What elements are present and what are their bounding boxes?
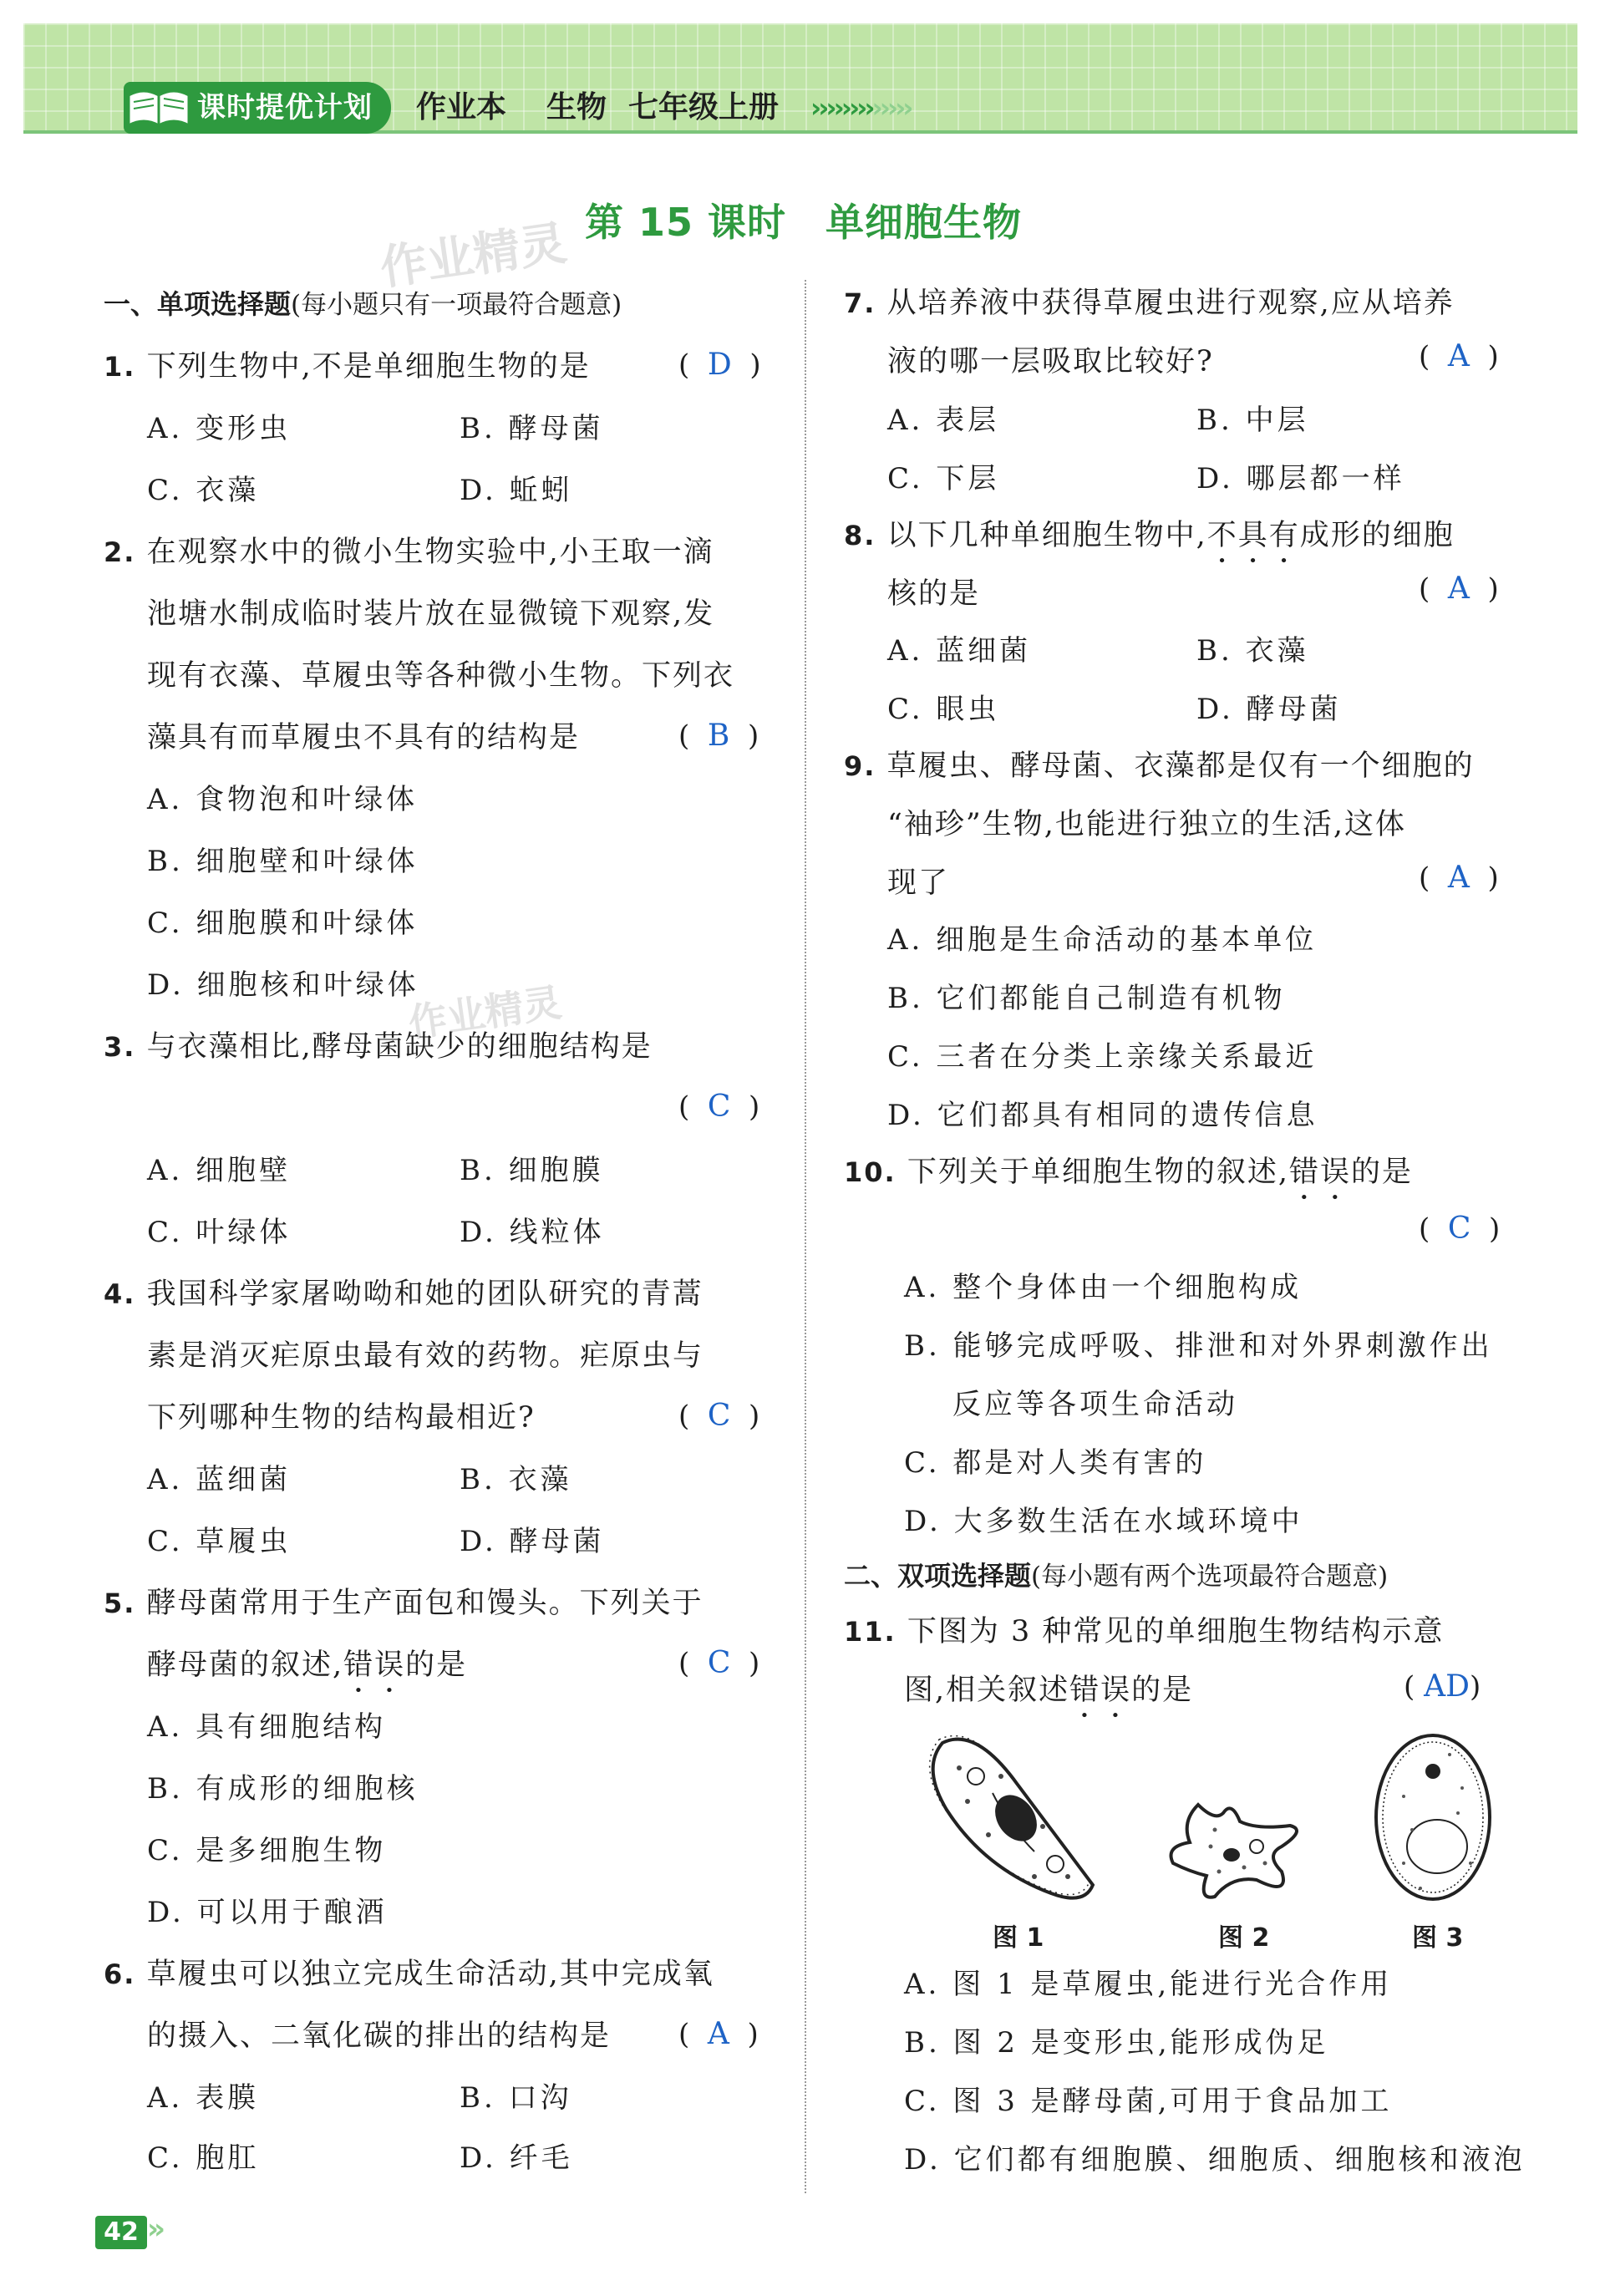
answer: C [707, 1646, 731, 1680]
option: A. 蓝细菌 [147, 1463, 292, 1496]
option: A. 具有细胞结构 [147, 1710, 387, 1744]
series-badge: 课时提优计划 [124, 82, 391, 134]
question-5-line: 酵母菌的叙述,错误的是 [147, 1648, 468, 1682]
option: A. 表层 [887, 404, 1000, 437]
option: B. 能够完成呼吸、排泄和对外界刺激作出 [904, 1329, 1493, 1363]
question-7-line: 液的哪一层吸取比较好? [887, 345, 1214, 378]
lesson-title: 第 15 课时 单细胞生物 [585, 200, 1023, 245]
option: B. 酵母菌 [460, 412, 604, 445]
answer: A [1447, 571, 1470, 606]
section-single-choice: 一、单项选择题(每小题只有一项最符合题意) [104, 288, 622, 320]
option: D. 酵母菌 [460, 1525, 605, 1558]
option: A. 蓝细菌 [887, 634, 1032, 668]
page-arrows: ›› [147, 2212, 161, 2246]
question-3: 3. 与衣藻相比,酵母菌缺少的细胞结构是 [104, 1030, 653, 1064]
watermark: 作业精灵 [405, 979, 565, 1046]
question-1: 1. 下列生物中,不是单细胞生物的是 [104, 350, 591, 384]
option: C. 都是对人类有害的 [904, 1446, 1207, 1480]
option: D. 可以用于酿酒 [147, 1896, 388, 1929]
option: C. 细胞膜和叶绿体 [147, 907, 419, 940]
option: A. 表膜 [147, 2081, 260, 2115]
answer-box-2: ( B ) [678, 719, 759, 753]
option: C. 眼虫 [887, 693, 1000, 726]
question-11-line: 图,相关叙述错误的是 [904, 1674, 1194, 1707]
figure-2-label: 图 2 [1218, 1923, 1270, 1953]
answer: C [707, 1399, 731, 1433]
question-9: 9. 草履虫、酵母菌、衣藻都是仅有一个细胞的 [844, 749, 1475, 783]
question-5: 5. 酵母菌常用于生产面包和馒头。下列关于 [104, 1587, 703, 1620]
answer-box-9: ( A ) [1419, 861, 1499, 895]
book-type: 作业本 [416, 90, 507, 124]
option-continued: 反应等各项生命活动 [952, 1388, 1238, 1421]
figure-3-label: 图 3 [1412, 1923, 1464, 1953]
option: B. 细胞膜 [460, 1154, 604, 1187]
option: A. 整个身体由一个细胞构成 [904, 1271, 1303, 1304]
option: B. 口沟 [460, 2081, 572, 2115]
answer-box-5: ( C ) [678, 1646, 760, 1680]
answer: C [707, 1090, 731, 1124]
option: D. 蚯蚓 [460, 474, 573, 507]
option: C. 草履虫 [147, 1525, 292, 1558]
option: D. 细胞核和叶绿体 [147, 968, 419, 1002]
option: A. 细胞壁 [147, 1154, 292, 1187]
answer-box-6: ( A ) [678, 2017, 759, 2051]
open-book-icon [125, 84, 192, 130]
subject: 生物 [546, 90, 607, 124]
answer-box-4: ( C ) [678, 1399, 760, 1433]
answer: AD [1424, 1669, 1470, 1704]
option: D. 纤毛 [460, 2141, 573, 2175]
option: B. 细胞壁和叶绿体 [147, 845, 419, 878]
option: B. 中层 [1196, 404, 1309, 437]
question-7: 7. 从培养液中获得草履虫进行观察,应从培养 [844, 287, 1455, 320]
answer-box-8: ( A ) [1419, 571, 1499, 606]
yeast-figure [1370, 1730, 1496, 1905]
option: C. 叶绿体 [147, 1216, 292, 1249]
option: C. 胞肛 [147, 2141, 260, 2175]
answer: D [707, 348, 732, 382]
option: D. 它们都有细胞膜、细胞质、细胞核和液泡 [904, 2143, 1526, 2177]
question-2-line: 现有衣藻、草履虫等各种微小生物。下列衣 [147, 659, 735, 693]
option: A. 细胞是生命活动的基本单位 [887, 923, 1318, 957]
option: A. 变形虫 [147, 412, 292, 445]
answer: B [707, 719, 730, 753]
option: D. 线粒体 [460, 1216, 605, 1249]
question-2-line: 池塘水制成临时装片放在显微镜下观察,发 [147, 597, 715, 631]
question-9-line: 现了 [887, 866, 950, 900]
option: B. 衣藻 [460, 1463, 572, 1496]
watermark: 作业精灵 [377, 216, 571, 297]
option: B. 图 2 是变形虫,能形成伪足 [904, 2026, 1329, 2060]
option: D. 哪层都一样 [1196, 462, 1405, 495]
section-double-choice: 二、双项选择题(每小题有两个选项最符合题意) [844, 1560, 1389, 1592]
grade: 七年级上册 [628, 90, 780, 124]
option: B. 有成形的细胞核 [147, 1772, 419, 1806]
option: C. 是多细胞生物 [147, 1834, 387, 1867]
option: A. 食物泡和叶绿体 [147, 783, 419, 816]
answer: A [707, 2017, 729, 2051]
option: C. 图 3 是酵母菌,可用于食品加工 [904, 2085, 1393, 2118]
column-divider [805, 280, 806, 2193]
answer-box-10: ( C ) [1419, 1211, 1501, 1246]
question-11: 11. 下图为 3 种常见的单细胞生物结构示意 [844, 1615, 1445, 1648]
option: D. 大多数生活在水域环境中 [904, 1505, 1303, 1538]
option: C. 下层 [887, 462, 1000, 495]
page-number: 42 [95, 2216, 147, 2249]
question-6: 6. 草履虫可以独立完成生命活动,其中完成氧 [104, 1958, 714, 1991]
answer-box-3: ( C ) [678, 1090, 760, 1124]
paramecium-figure [917, 1726, 1110, 1910]
option: D. 酵母菌 [1196, 693, 1342, 726]
answer: A [1447, 339, 1470, 373]
answer: C [1447, 1211, 1471, 1246]
question-6-line: 的摄入、二氧化碳的排出的结构是 [147, 2019, 612, 2053]
option: A. 图 1 是草履虫,能进行光合作用 [904, 1968, 1393, 2001]
question-4-line: 下列哪种生物的结构最相近? [147, 1401, 536, 1435]
question-4: 4. 我国科学家屠呦呦和她的团队研究的青蒿 [104, 1278, 703, 1311]
option: C. 衣藻 [147, 474, 260, 507]
answer-box-1: ( D ) [678, 348, 761, 382]
question-10: 10. 下列关于单细胞生物的叙述,错误的是 [844, 1156, 1413, 1189]
amoeba-figure [1165, 1796, 1315, 1905]
option: B. 衣藻 [1196, 634, 1309, 668]
question-2: 2. 在观察水中的微小生物实验中,小王取一滴 [104, 536, 714, 569]
answer-box-11: ( AD) [1404, 1669, 1481, 1704]
option: B. 它们都能自己制造有机物 [887, 982, 1286, 1015]
question-4-line: 素是消灭疟原虫最有效的药物。疟原虫与 [147, 1339, 704, 1373]
figure-1-label: 图 1 [993, 1923, 1044, 1953]
question-8-line: 核的是 [887, 577, 981, 611]
option: D. 它们都具有相同的遗传信息 [887, 1099, 1318, 1132]
question-9-line: “袖珍”生物,也能进行独立的生活,这体 [887, 808, 1407, 841]
option: C. 三者在分类上亲缘关系最近 [887, 1040, 1318, 1074]
answer-box-7: ( A ) [1419, 339, 1499, 373]
question-8: 8. 以下几种单细胞生物中,不具有成形的细胞 [844, 519, 1455, 552]
question-2-line: 藻具有而草履虫不具有的结构是 [147, 721, 581, 754]
answer: A [1447, 861, 1470, 895]
header-arrows: ››››››››››››› [810, 92, 911, 124]
